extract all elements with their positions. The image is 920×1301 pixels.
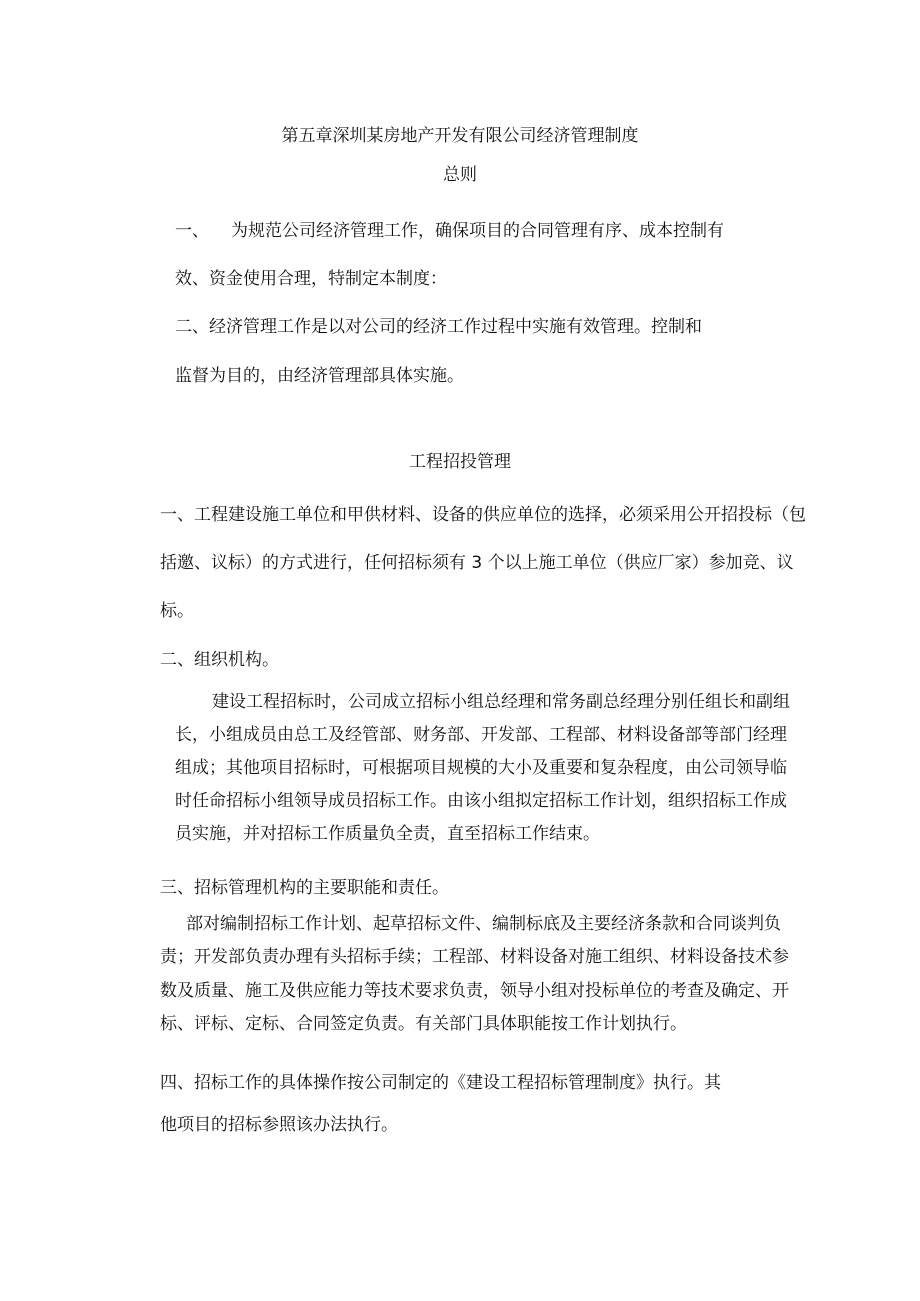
tender-s3-line4: 标、评标、定标、合同签定负责。有关部门具体职能按工作计划执行。 bbox=[160, 1014, 687, 1034]
chapter-title: 第五章深圳某房地产开发有限公司经济管理制度 bbox=[281, 126, 639, 146]
tender-s2-line3: 组成；其他项目招标时，可根据项目规模的大小及重要和复杂程度，由公司领导临 bbox=[175, 758, 787, 778]
tender-s4-line2: 他项目的招标参照该办法执行。 bbox=[160, 1115, 398, 1135]
tender-s1-line3: 标。 bbox=[160, 601, 194, 621]
general-item1-line2: 效、资金使用合理，特制定本制度： bbox=[175, 269, 447, 289]
tender-s3-title: 三、招标管理机构的主要职能和责任。 bbox=[160, 878, 449, 898]
tender-s3-line2: 责；开发部负责办理有头招标手续；工程部、材料设备对施工组织、材料设备技术参 bbox=[160, 947, 789, 967]
tender-s2-line5: 员实施，并对招标工作质量负全责，直至招标工作结束。 bbox=[175, 824, 600, 844]
general-heading: 总则 bbox=[443, 165, 477, 185]
tender-s2-line2: 长，小组成员由总工及经管部、财务部、开发部、工程部、材料设备部等部门经理 bbox=[175, 725, 787, 745]
tender-s2-title: 二、组织机构。 bbox=[160, 650, 279, 670]
general-item1-line1: 为规范公司经济管理工作，确保项目的合同管理有序、成本控制有 bbox=[231, 221, 724, 241]
general-item2-line2: 监督为目的，由经济管理部具体实施。 bbox=[175, 366, 464, 386]
general-item1-marker: 一、 bbox=[175, 221, 209, 241]
general-item2-line1: 二、经济管理工作是以对公司的经济工作过程中实施有效管理。控制和 bbox=[175, 317, 702, 337]
tender-s2-line4: 时任命招标小组领导成员招标工作。由该小组拟定招标工作计划，组织招标工作成 bbox=[175, 791, 787, 811]
tender-s3-line3: 数及质量、施工及供应能力等技术要求负责，领导小组对投标单位的考查及确定、开 bbox=[160, 981, 789, 1001]
tender-s3-line1: 部对编制招标工作计划、起草招标文件、编制标底及主要经济条款和合同谈判负 bbox=[186, 914, 781, 934]
tender-s4-line1: 四、招标工作的具体操作按公司制定的《建设工程招标管理制度》执行。其 bbox=[160, 1073, 721, 1093]
tender-s1-line1: 一、工程建设施工单位和甲供材料、设备的供应单位的选择，必须采用公开招投标（包 bbox=[160, 505, 806, 525]
tender-heading: 工程招投管理 bbox=[409, 452, 511, 472]
tender-s2-line1: 建设工程招标时，公司成立招标小组总经理和常务副总经理分别任组长和副组 bbox=[212, 692, 790, 712]
tender-s1-line2: 括邀、议标）的方式进行，任何招标须有 3 个以上施工单位（供应厂家）参加竞、议 bbox=[160, 553, 794, 573]
